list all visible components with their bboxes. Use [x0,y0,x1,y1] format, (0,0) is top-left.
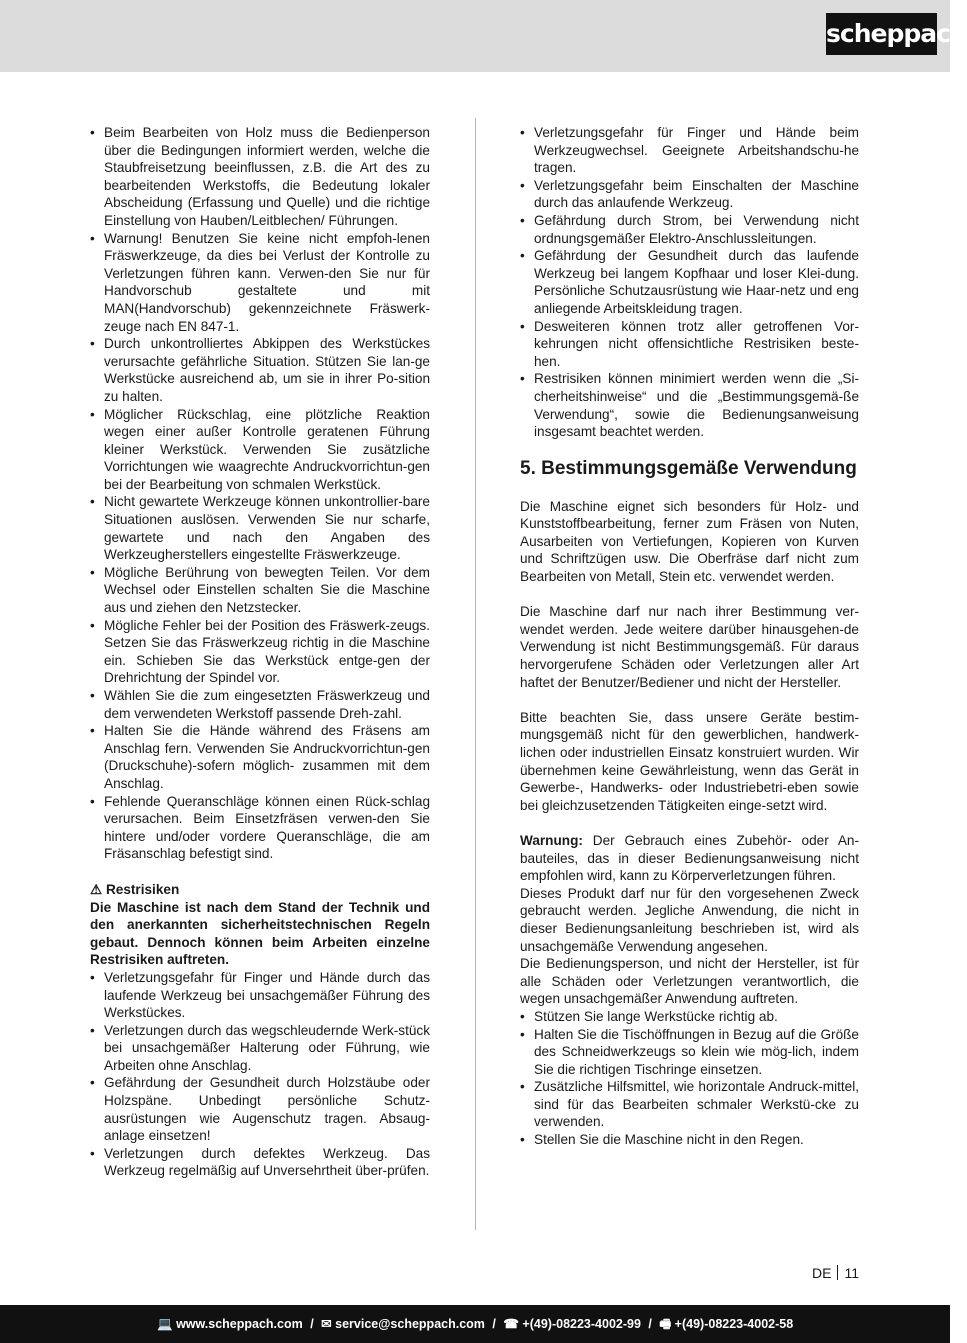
page-number-divider [837,1265,838,1280]
list-item: • Restrisiken können minimiert werden wenn die „Si-cherheitshinweise“ und die „Bestimmungsgemä-ße Verwendung“, sowie die Bedienungsanweisung insgesamt beachtet werden. [520,370,859,440]
restrisiken-heading: ⚠ Restrisiken [90,881,180,897]
separator: / [492,1317,496,1331]
list-item: • Mögliche Berührung von bewegten Teilen. Vor dem Wechsel oder Einstellen schalten Sie die Maschine aus und ziehen den Netzstecker. [90,564,430,617]
column-divider [475,118,476,1230]
fax-number: +(49)-08223-4002-58 [674,1317,794,1331]
page-header [0,0,967,72]
paragraph: Die Maschine darf nur nach ihrer Bestimmung ver-wendet werden. Jede weitere darüber hinausgehen-de Verwendung ist nicht Bestimmungsgemäß. Für daraus hervorgerufene Schäden oder Verletzungen aller Art haftet der Benutzer/Bediener und nicht der Hersteller. [520,604,859,690]
paragraph: Bitte beachten Sie, dass unsere Geräte bestim-mungsgemäß nicht für den gewerblichen, handwerk-lichen oder industriellen Einsatz konstruiert wurden. Wir übernehmen keine Gewährleistung, wenn das Gerät in Gewerbe-, Handwerks- oder Industriebetri-eben sowie bei gleichzusetzenden Tätigkeiten einge-setzt wird. [520,709,859,813]
list-item: • Verletzungen durch das wegschleudernde Werk-stück bei unsachgemäßer Halterung oder Führung, wie Arbeiten ohne Anschlag. [90,1022,430,1075]
scheppach-logo: scheppach [826,13,937,55]
list-item: • Mögliche Fehler bei der Position des Fräswerk-zeugs. Setzen Sie das Fräswerkzeug richtig in die Maschine ein. Schieben Sie das Werkstück entge-gen der Drehrichtung der Spindel vor. [90,617,430,687]
contact-line [157,1305,793,1343]
mail-icon: ✉ [321,1317,332,1331]
page-footer [0,1305,950,1343]
warning-text: Der Gebrauch eines Zubehör- oder An-bauteiles, das in dieser Bedienungsanweisung nicht empfohlen wird, kann zu Körperverletzungen führen. [520,832,859,884]
page-number-value: 11 [844,1265,859,1281]
website-link[interactable]: www.scheppach.com [176,1317,303,1331]
list-item: • Desweiteren können trotz aller getroffenen Vor-kehrungen nicht offensichtliche Restrisiken beste-hen. [520,318,859,371]
restrisiken-intro: Die Maschine ist nach dem Stand der Technik und den anerkannten sicherheitstechnischen Regeln gebaut. Dennoch können beim Arbeiten einzelne Restrisiken auftreten. [90,899,430,968]
safety-instructions-list [90,124,430,863]
usage-instructions-list [520,1008,859,1149]
paragraph: Dieses Produkt darf nur für den vorgesehenen Zweck gebraucht werden. Jegliche Anwendung, die nicht in dieser Bedienungsanleitung beschrieben ist, wird als unsachgemäße Verwendung angesehen. [520,885,859,954]
paragraph: Die Maschine eignet sich besonders für Holz- und Kunststoffbearbeitung, ferner zum Fräsen von Nuten, Ausarbeiten von Vertiefungen, Kopieren von Kurven und Schriftzügen usw. Die Oberfräse darf nicht zum Bearbeiten von Metall, Stein etc. verwendet werden. [520,498,859,585]
residual-risks-list [90,969,430,1180]
left-column [90,124,430,1180]
list-item: • Verletzungsgefahr für Finger und Hände beim Werkzeugwechsel. Geeignete Arbeitshandschu-he tragen. [520,124,859,177]
list-item: • Fehlende Queranschläge können einen Rück-schlag verursachen. Beim Einsetzfräsen verwen-den Sie hintere und/oder vordere Queranschläge, die am Fräsanschlag befestigt sind. [90,793,430,863]
list-item: • Halten Sie die Hände während des Fräsens am Anschlag fern. Verwenden Sie Andruckvorrichtun-gen (Druckschuhe)-sofern möglich- zusammen mit dem Anschlag. [90,722,430,792]
separator: / [648,1317,652,1331]
list-item: • Nicht gewartete Werkzeuge können unkontrollier-bare Situationen auslösen. Verwenden Sie nur scharfe, gewartete und nach den Angaben des Werkzeugherstellers eingestellte Fräswerkzeuge. [90,493,430,563]
list-item: • Verletzungsgefahr für Finger und Hände durch das laufende Werkzeug bei unsachgemäßer Führung des Werkstückes. [90,969,430,1022]
phone-number: +(49)-08223-4002-99 [522,1317,641,1331]
list-item: • Verletzungsgefahr beim Einschalten der Maschine durch das anlaufende Werkzeug. [520,177,859,212]
paragraph: Die Bedienungsperson, und nicht der Hersteller, ist für alle Schäden oder Verletzungen verantwortlich, die wegen unsachgemäßer Anwendung auftreten. [520,956,859,1007]
warning-label: Warnung: [520,832,583,848]
list-item: • Stellen Sie die Maschine nicht in den Regen. [520,1131,859,1149]
list-item: • Wählen Sie die zum eingesetzten Fräswerkzeug und dem verwendeten Werkstoff passende Dreh-zahl. [90,687,430,722]
list-item: • Warnung! Benutzen Sie keine nicht empfoh-lenen Fräswerkzeuge, da dies bei Verlust der Kontrolle zu Verletzungen führen kann. Verwen-den Sie nur für Handvorschub gestaltete und mit MAN(Handvorschub) gekennzeichnete Fräswerk-zeuge nach EN 847-1. [90,230,430,336]
list-item: • Möglicher Rückschlag, eine plötzliche Reaktion wegen einer außer Kontrolle geratenen Führung kleiner Werkstück. Verwenden Sie zusätzliche Vorrichtungen wie waagrechte Andruckvorrichtun-gen bei der Bearbeitung von schmalen Werkstück. [90,406,430,494]
email-link[interactable]: service@scheppach.com [335,1317,485,1331]
phone-icon: ☎ [503,1317,519,1331]
right-column [520,124,859,1149]
list-item: • Durch unkontrolliertes Abkippen des Werkstückes verursachte gefährliche Situation. Stützen Sie lan-ge Werkstücke ausreichend ab, um sie in ihrer Po-sition zu halten. [90,335,430,405]
section-title: 5. Bestimmungsgemäße Verwendung [520,457,857,479]
computer-icon: 💻 [157,1317,173,1331]
list-item: • Halten Sie die Tischöffnungen in Bezug auf die Größe des Schneidwerkzeugs so klein wie mög-lich, indem Sie die richtigen Tischringe einsetzen. [520,1026,859,1079]
warning-paragraph [520,832,859,885]
residual-risks-list-continued [520,124,859,441]
list-item: • Verletzungen durch defektes Werkzeug. Das Werkzeug regelmäßig auf Unversehrtheit über-prüfen. [90,1145,430,1180]
list-item: • Zusätzliche Hilfsmittel, wie horizontale Andruck-mittel, sind für das Bearbeiten schmaler Werkstü-cke zu verwenden. [520,1078,859,1131]
list-item: • Gefährdung der Gesundheit durch Holzstäube oder Holzspäne. Unbedingt persönliche Schutz-ausrüstungen wie Augenschutz tragen. Absaug-anlage einsetzen! [90,1074,430,1144]
list-item: • Gefährdung durch Strom, bei Verwendung nicht ordnungsgemäßer Elektro-Anschlussleitungen. [520,212,859,247]
list-item: • Stützen Sie lange Werkstücke richtig ab. [520,1008,859,1026]
list-item: • Gefährdung der Gesundheit durch das laufende Werkzeug bei langem Kopfhaar und loser Klei-dung. Persönliche Schutzausrüstung wie Haar-netz und eng anliegende Arbeitskleidung tragen. [520,247,859,317]
list-item: • Beim Bearbeiten von Holz muss die Bedienperson über die Bedingungen informiert werden, welche die Staubfreisetzung beeinflussen, z.B. die Art des zu bearbeitenden Werkstoffs, die Bedeutung lokaler Abscheidung (Erfassung und Quelle) und die richtige Einstellung von Hauben/Leitblechen/ Führungen. [90,124,430,230]
language-code: DE [812,1265,832,1281]
separator: / [310,1317,314,1331]
fax-icon: 🖷 [659,1317,672,1331]
page-number [812,1264,859,1282]
